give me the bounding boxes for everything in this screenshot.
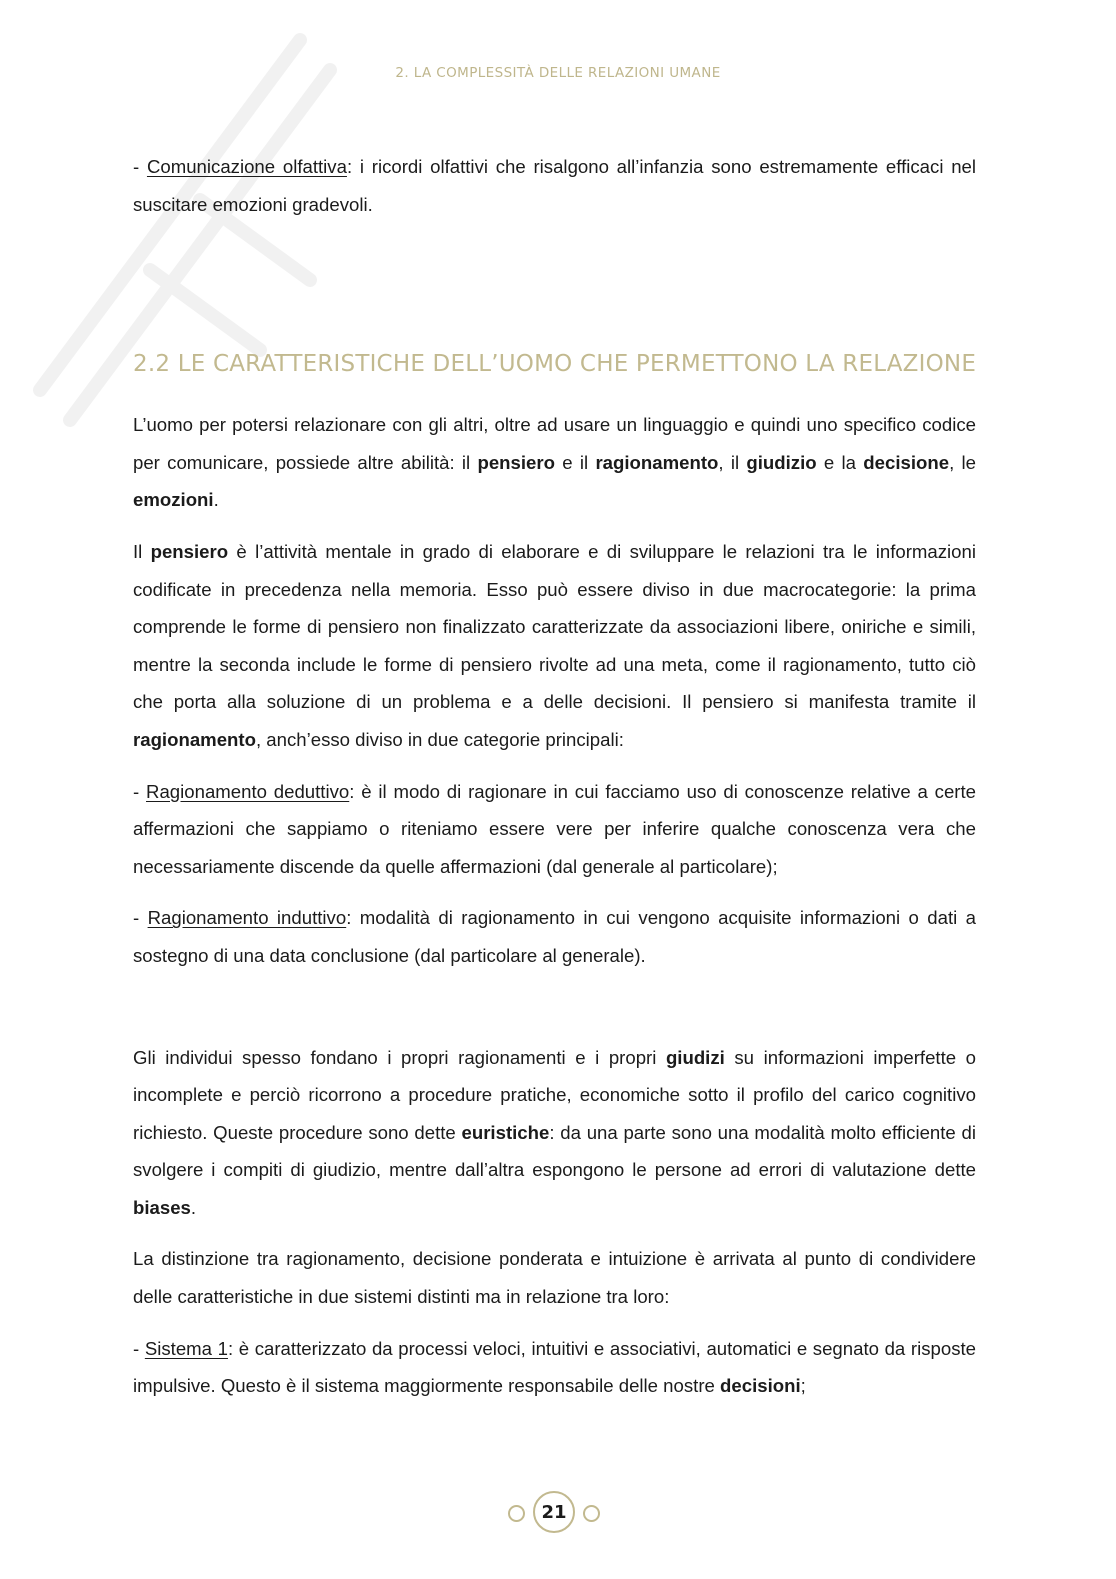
text-run: ; — [800, 1375, 806, 1397]
text-run: , anch’esso diviso in due categorie principali: — [255, 728, 624, 750]
paragraph-sistema-1 — [133, 1330, 976, 1405]
paragraph-pensiero — [133, 533, 976, 759]
text-run: : da una parte sono una modalità molto efficiente di svolgere i compiti di giudizio, mentre dall’altra espongono le persone ad errori di valutazione dette — [133, 1121, 976, 1181]
page-footer — [0, 1491, 1116, 1539]
text-run: , il — [718, 451, 747, 473]
left-circle-icon — [508, 1505, 525, 1522]
list-dash: - — [133, 156, 147, 177]
term-sistema-1: Sistema 1 — [144, 1337, 228, 1359]
text-run: L’uomo per potersi relazionare con gli altri, oltre ad usare un linguaggio e quindi uno specifico codice per comunicare, possiede altre abilità: il — [133, 414, 976, 473]
list-dash: - — [133, 780, 147, 802]
bold-term: biases — [133, 1196, 191, 1218]
section-heading: 2.2 LE CARATTERISTICHE DELL’UOMO CHE PERMETTONO LA RELAZIONE — [133, 351, 977, 378]
text-run: e il — [554, 451, 596, 473]
bold-term: ragionamento — [595, 451, 719, 473]
list-dash: - — [133, 1337, 145, 1359]
term-comunicazione-olfattiva: Comunicazione olfattiva — [146, 156, 347, 177]
bold-term: decisione — [863, 451, 950, 473]
bold-term: giudizi — [665, 1046, 725, 1068]
running-header: 2. LA COMPLESSITÀ DELLE RELAZIONI UMANE — [395, 65, 721, 81]
text-run: e la — [816, 451, 864, 473]
paragraph-intro — [133, 406, 976, 519]
paragraph-ragionamento-deduttivo — [133, 773, 976, 886]
term-ragionamento-deduttivo: Ragionamento deduttivo — [146, 780, 350, 802]
text-run: . — [213, 489, 219, 511]
bold-term: euristiche — [461, 1121, 550, 1143]
paragraph-comunicazione-olfattiva — [133, 148, 976, 223]
page-number: 21 — [533, 1491, 575, 1533]
text-run: , le — [949, 451, 976, 473]
text-run: Il — [133, 540, 151, 562]
paragraph-euristiche — [133, 1039, 976, 1227]
bold-term: emozioni — [133, 489, 214, 511]
bold-term: pensiero — [477, 451, 555, 473]
term-ragionamento-induttivo: Ragionamento induttivo — [147, 907, 347, 929]
text-run: Gli individui spesso fondano i propri ragionamenti e i propri — [133, 1046, 666, 1068]
text-run: su informazioni imperfette o incomplete e perciò ricorrono a procedure pratiche, economiche sotto il profilo del carico cognitivo richiesto. Queste procedure sono dette — [133, 1046, 976, 1143]
list-dash: - — [133, 907, 148, 929]
paragraph-text: : è il modo di ragionare in cui facciamo uso di conoscenze relative a certe affermazioni che sappiamo o riteniamo essere vere per inferire qualche conoscenza vera che necessariamente discende da quelle affermazioni (dal generale al particolare); — [133, 780, 976, 877]
text-run: : è caratterizzato da processi veloci, intuitivi e associativi, automatici e segnato da risposte impulsive. Questo è il sistema maggiormente responsabile delle nostre — [133, 1337, 976, 1397]
bold-term: ragionamento — [133, 728, 256, 750]
paragraph-ragionamento-induttivo — [133, 899, 976, 974]
paragraph-text: : modalità di ragionamento in cui vengono acquisite informazioni o dati a sostegno di una data conclusione (dal particolare al generale). — [133, 907, 976, 966]
paragraph-text: : i ricordi olfattivi che risalgono all’infanzia sono estremamente efficaci nel suscitare emozioni gradevoli. — [133, 156, 977, 215]
text-run: . — [190, 1196, 197, 1218]
main-content — [133, 148, 976, 1405]
paragraph-distinzione: La distinzione tra ragionamento, decisione ponderata e intuizione è arrivata al punto di condividere delle caratteristiche in due sistemi distinti ma in relazione tra loro: — [133, 1248, 976, 1308]
bold-term: giudizio — [746, 451, 817, 473]
bold-term: decisioni — [720, 1375, 801, 1397]
text-run: è l’attività mentale in grado di elaborare e di sviluppare le relazioni tra le informazioni codificate in precedenza nella memoria. Esso può essere diviso in due macrocategorie: la prima comprende le forme di pensiero non finalizzato caratterizzate da associazioni libere, oniriche e simili, mentre la seconda include le forme di pensiero rivolte ad una meta, come il ragionamento, tutto ciò che porta alla soluzione di un problema e a delle decisioni. Il pensiero si manifesta tramite il — [133, 540, 976, 713]
bold-term: pensiero — [150, 540, 229, 562]
right-circle-icon — [583, 1505, 600, 1522]
